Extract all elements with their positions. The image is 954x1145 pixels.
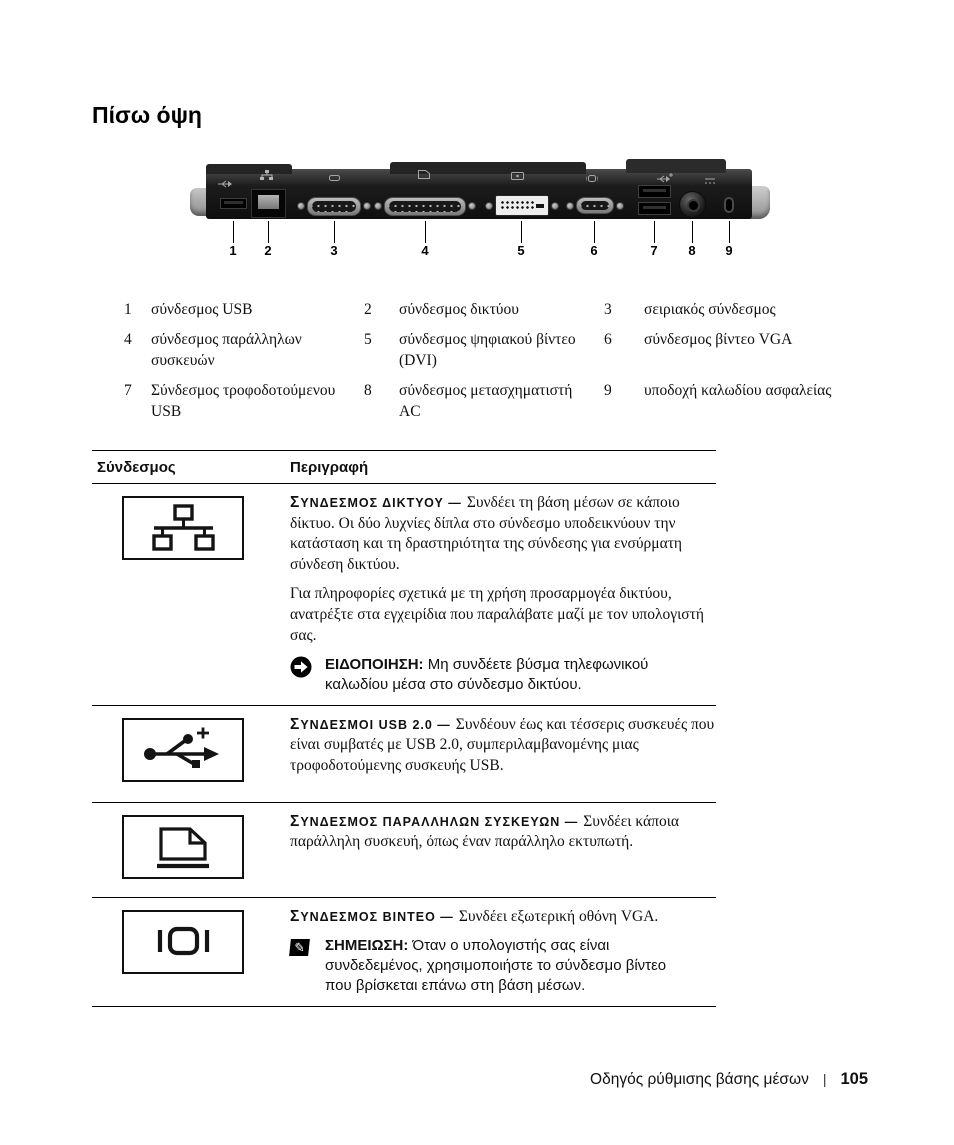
legend-number: 3 [604, 301, 612, 318]
port-legend [124, 300, 880, 423]
notice-text: Μη συνδέετε βύσμα τηλεφωνικού καλωδίου μέσα στο σύνδεσμο δικτύου. [325, 656, 649, 694]
page-footer [590, 1070, 868, 1089]
callout-number: 9 [725, 243, 733, 258]
row-description: ΣΥΝΔΕΣΜΟΣ ΠΑΡΑΛΛΗΛΩΝ ΣΥΣΚΕΥΩΝ — Συνδέει κάποια παράλληλη συσκευή, όπως έναν παράλληλο εκτυπωτή. [290, 812, 679, 851]
legend-label: σύνδεσμος USB [151, 301, 253, 318]
legend-number: 7 [124, 381, 132, 399]
column-header-description: Περιγραφή [290, 459, 369, 476]
callout-line [425, 221, 426, 243]
note-block [290, 936, 716, 995]
notice-label: ΕΙΔΟΠΟΙΗΣΗ: [325, 656, 424, 674]
row-description: ΣΥΝΔΕΣΜΟΣ ΒΙΝΤΕΟ — Συνδέει εξωτερική οθόνη VGA. [290, 907, 716, 928]
usb-symbol-icon [217, 179, 233, 189]
row-description: Για πληροφορίες σχετικά με τη χρήση προσαρμογέα δικτύου, ανατρέξτε στα εγχειρίδια που παραλάβατε μαζί με τον υπολογιστή σας. [290, 585, 704, 644]
footer-title: Οδηγός ρύθμισης βάσης μέσων [590, 1071, 809, 1088]
legend-number: 5 [364, 330, 372, 348]
powered-usb-icon [122, 718, 244, 782]
screw [485, 202, 493, 210]
powered-usb-port [638, 202, 671, 215]
note-label: ΣΗΜΕΙΩΣΗ: [325, 937, 409, 955]
table-row-parallel [92, 802, 716, 897]
network-port [251, 189, 286, 218]
callout-line [521, 221, 522, 243]
callout-number: 3 [330, 243, 338, 258]
callout-line [268, 221, 269, 243]
table-row-video [92, 897, 716, 1006]
ac-adapter-port [679, 191, 706, 218]
serial-port [307, 197, 361, 216]
screw [551, 202, 559, 210]
legend-number: 8 [364, 381, 372, 399]
callout-number: 6 [590, 243, 598, 258]
dvi-symbol-icon [511, 172, 524, 180]
callout-number: 2 [264, 243, 272, 258]
legend-label: σύνδεσμος ψηφιακού βίντεο (DVI) [399, 330, 576, 369]
legend-label: Σύνδεσμος τροφοδοτούμενου USB [151, 381, 336, 420]
screw [363, 202, 371, 210]
notice-icon [290, 656, 312, 695]
parallel-icon [122, 815, 244, 879]
callout-line [654, 221, 655, 243]
note-pencil-icon: ✎ [289, 939, 310, 956]
callout-line [692, 221, 693, 243]
legend-number: 2 [364, 301, 372, 318]
dvi-port [495, 195, 549, 216]
security-slot [724, 197, 734, 213]
callout-line [729, 221, 730, 243]
screw [468, 202, 476, 210]
powered-usb-port [638, 185, 671, 198]
legend-number: 4 [124, 330, 132, 348]
callout-number: 5 [517, 243, 525, 258]
callout-line [233, 221, 234, 243]
network-symbol-icon [260, 170, 274, 181]
row-description: ΣΥΝΔΕΣΜΟΙ USB 2.0 — Συνδέουν έως και τέσσερις συσκευές που είναι συμβατές με USB 2.0, συμπεριλαμβανομένης μιας τροφοδοτούμενης συσκευής USB. [290, 715, 715, 775]
legend-number: 1 [124, 301, 132, 318]
notice-block [290, 655, 716, 695]
callout-line [334, 221, 335, 243]
legend-label: σειριακός σύνδεσμος [644, 301, 776, 318]
page-title: Πίσω όψη [92, 102, 202, 128]
dock-rear-figure [190, 156, 770, 272]
screw [374, 202, 382, 210]
legend-label: υποδοχή καλωδίου ασφαλείας [644, 381, 832, 399]
run-in-heading: ΣΥΝΔΕΣΜΟΣ ΔΙΚΤΥΟΥ — [290, 494, 462, 511]
callout-number: 1 [229, 243, 237, 258]
table-header [92, 451, 716, 484]
legend-number: 9 [604, 381, 612, 399]
screw [616, 202, 624, 210]
dc-power-symbol-icon [704, 178, 716, 185]
column-header-connector: Σύνδεσμος [97, 459, 176, 476]
legend-label: σύνδεσμος μετασχηματιστή AC [399, 381, 573, 420]
note-text: Όταν ο υπολογιστής σας είναι συνδεδεμένος, χρησιμοποιήστε το σύνδεσμο βίντεο που βρίσκεται επάνω στη βάση μέσων. [325, 937, 667, 995]
usb-port [220, 198, 247, 209]
run-in-heading: ΣΥΝΔΕΣΜΟΣ ΒΙΝΤΕΟ — [290, 907, 454, 925]
screw [566, 202, 574, 210]
serial-symbol-icon [329, 175, 340, 181]
dock-raised-panel [626, 159, 726, 173]
callout-number: 4 [421, 243, 429, 258]
vga-symbol-icon [586, 175, 598, 182]
video-icon [122, 910, 244, 974]
parallel-symbol-icon [418, 170, 430, 179]
callout-number: 8 [688, 243, 696, 258]
table-row-network [92, 484, 716, 705]
legend-label: σύνδεσμος βίντεο VGA [644, 330, 793, 348]
run-in-heading: ΣΥΝΔΕΣΜΟΙ USB 2.0 — [290, 715, 451, 733]
parallel-port [384, 197, 466, 216]
powered-usb-symbol-icon [656, 173, 674, 183]
vga-port [576, 197, 614, 214]
legend-label: σύνδεσμος δικτύου [399, 301, 519, 318]
callout-line [594, 221, 595, 243]
network-icon [122, 496, 244, 560]
page-number: 105 [840, 1070, 868, 1088]
legend-number: 6 [604, 330, 612, 348]
table-row-usb [92, 705, 716, 802]
run-in-heading: ΣΥΝΔΕΣΜΟΣ ΠΑΡΑΛΛΗΛΩΝ ΣΥΣΚΕΥΩΝ — [290, 812, 579, 830]
footer-separator: | [822, 1071, 827, 1087]
callout-number: 7 [650, 243, 658, 258]
legend-label: σύνδεσμος παράλληλων συσκευών [151, 330, 302, 369]
row-description: ΣΥΝΔΕΣΜΟΣ ΔΙΚΤΥΟΥ — Συνδέει τη βάση μέσων σε κάποιο δίκτυο. Οι δύο λυχνίες δίπλα στο σύνδεσμο υποδεικνύουν την κατάσταση και τη δραστηριότητα της σύνδεσης για ενσύρματη σύνδεση δικτύου. [290, 494, 683, 573]
screw [297, 202, 305, 210]
connector-table [92, 450, 716, 1007]
dock-raised-panel [206, 164, 292, 174]
